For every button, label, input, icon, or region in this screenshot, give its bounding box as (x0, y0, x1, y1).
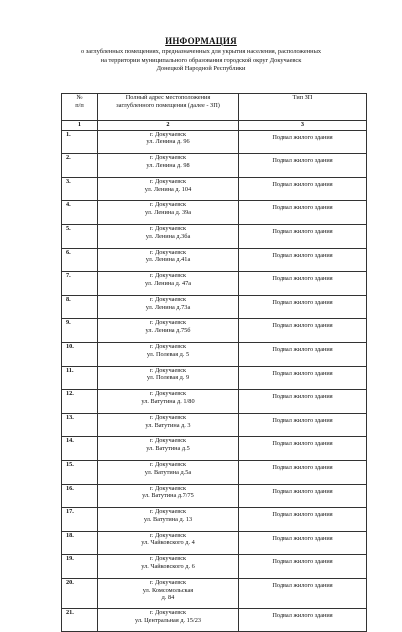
address-line: г. Докучаевск (149, 342, 187, 350)
address-line: ул. Комсомольская (142, 586, 194, 594)
row-address (98, 460, 239, 484)
address-line: г. Докучаевск (149, 460, 187, 468)
address-line: г. Докучаевск (149, 555, 187, 563)
address-line: ул. Ленина д. 104 (144, 185, 192, 193)
address-line: ул. Ленина д.75б (145, 327, 191, 335)
header-address-line: Полный адрес местоположения (125, 94, 211, 101)
address-line: г. Докучаевск (149, 224, 187, 232)
row-address (98, 531, 239, 555)
row-number: 16. (62, 484, 98, 508)
table-row (62, 531, 367, 555)
row-address (98, 413, 239, 437)
row-address (98, 608, 239, 632)
address-line: ул. Ленина д. 96 (146, 138, 190, 146)
row-address (98, 177, 239, 201)
table-row (62, 319, 367, 343)
header-num-line: п/п (75, 101, 84, 109)
table-row (62, 130, 367, 154)
row-number: 14. (62, 437, 98, 461)
address-line: ул. Ленина д.3ба (145, 232, 191, 240)
row-number: 13. (62, 413, 98, 437)
row-number: 11. (62, 366, 98, 390)
row-number: 6. (62, 248, 98, 272)
row-address (98, 224, 239, 248)
row-number: 1. (62, 130, 98, 154)
column-index-row (62, 121, 367, 131)
address-line: г. Докучаевск (149, 366, 187, 374)
row-type: Подвал жилого здания (239, 224, 367, 248)
table-row (62, 390, 367, 414)
address-line: г. Докучаевск (149, 248, 187, 256)
row-number: 10. (62, 342, 98, 366)
row-address (98, 437, 239, 461)
row-number: 21. (62, 608, 98, 632)
address-line: г. Докучаевск (149, 484, 187, 492)
row-type: Подвал жилого здания (239, 177, 367, 201)
address-line: г. Докучаевск (149, 437, 187, 445)
row-number: 2. (62, 154, 98, 178)
address-line: г. Докучаевск (149, 508, 187, 516)
row-address (98, 366, 239, 390)
address-line: ул. Полевая д. 9 (146, 374, 190, 382)
address-line: ул. Ленина д.41а (145, 256, 191, 264)
document-title: ИНФОРМАЦИЯ (165, 36, 237, 46)
row-type: Подвал жилого здания (239, 154, 367, 178)
row-address (98, 201, 239, 225)
row-type: Подвал жилого здания (239, 342, 367, 366)
row-number: 19. (62, 555, 98, 579)
row-number: 5. (62, 224, 98, 248)
address-line: ул. Ленина д. 47а (144, 279, 192, 287)
table-row (62, 342, 367, 366)
table-row (62, 460, 367, 484)
row-type: Подвал жилого здания (239, 578, 367, 608)
document-header (0, 36, 402, 74)
address-line: г. Докучаевск (149, 531, 187, 539)
header-address (98, 94, 239, 121)
row-number: 7. (62, 272, 98, 296)
row-address (98, 295, 239, 319)
address-line: ул. Ленина д. 39а (144, 209, 192, 217)
row-type: Подвал жилого здания (239, 484, 367, 508)
row-number: 8. (62, 295, 98, 319)
address-line: г. Докучаевск (149, 295, 187, 303)
row-address (98, 508, 239, 532)
row-address (98, 342, 239, 366)
header-type: Тип ЗП (239, 94, 367, 121)
address-line: ул. Ленина д. 98 (146, 161, 190, 169)
table-row (62, 177, 367, 201)
address-line: ул. Ватутина д.5 (146, 445, 190, 453)
table-row (62, 578, 367, 608)
row-number: 18. (62, 531, 98, 555)
table-row (62, 413, 367, 437)
table-row (62, 272, 367, 296)
address-line: ул. Ватутина д.5а (144, 468, 192, 476)
row-number: 17. (62, 508, 98, 532)
address-line: ул. Ватутина д. 13 (143, 515, 193, 523)
table-row (62, 366, 367, 390)
address-line: г. Докучаевск (149, 272, 187, 280)
address-line: г. Докучаевск (149, 390, 187, 398)
row-number: 20. (62, 578, 98, 608)
row-type: Подвал жилого здания (239, 460, 367, 484)
row-type: Подвал жилого здания (239, 248, 367, 272)
shelters-table (61, 93, 367, 632)
row-type: Подвал жилого здания (239, 295, 367, 319)
address-line: г. Докучаевск (149, 177, 187, 185)
address-line: ул. Ватутина д. 1/80 (141, 397, 195, 405)
table-row (62, 224, 367, 248)
row-address (98, 578, 239, 608)
address-line: г. Докучаевск (149, 413, 187, 421)
address-line: ул. Чайковского д. 4 (141, 539, 195, 547)
row-type: Подвал жилого здания (239, 555, 367, 579)
address-line: ул. Чайковского д. 6 (141, 563, 195, 571)
row-type: Подвал жилого здания (239, 437, 367, 461)
document-subtitle (0, 48, 402, 74)
column-index: 3 (239, 121, 367, 131)
row-address (98, 484, 239, 508)
subtitle-line: Донецкой Народной Республики (156, 65, 246, 73)
address-line: г. Докучаевск (149, 319, 187, 327)
row-type: Подвал жилого здания (239, 608, 367, 632)
address-line: г. Докучаевск (149, 154, 187, 162)
table-row (62, 154, 367, 178)
row-address (98, 390, 239, 414)
row-type: Подвал жилого здания (239, 508, 367, 532)
table-row (62, 295, 367, 319)
column-index: 1 (62, 121, 98, 131)
row-type: Подвал жилого здания (239, 531, 367, 555)
row-type: Подвал жилого здания (239, 319, 367, 343)
address-line: д. 84 (161, 594, 175, 602)
row-address (98, 555, 239, 579)
subtitle-line: на территории муниципального образования городской округ Докучаевск (100, 56, 302, 64)
row-number: 9. (62, 319, 98, 343)
row-number: 15. (62, 460, 98, 484)
row-address (98, 272, 239, 296)
table-row (62, 484, 367, 508)
row-address (98, 248, 239, 272)
header-address-line: заглубленного помещения (далее - ЗП) (116, 101, 220, 109)
address-line: ул. Центральная д. 15/23 (134, 616, 202, 624)
row-type: Подвал жилого здания (239, 272, 367, 296)
address-line: г. Докучаевск (149, 201, 187, 209)
row-type: Подвал жилого здания (239, 413, 367, 437)
row-number: 3. (62, 177, 98, 201)
column-index: 2 (98, 121, 239, 131)
header-num (62, 94, 98, 121)
table-row (62, 437, 367, 461)
address-line: г. Докучаевск (149, 578, 187, 586)
row-address (98, 130, 239, 154)
table-row (62, 555, 367, 579)
row-address (98, 319, 239, 343)
row-type: Подвал жилого здания (239, 390, 367, 414)
row-number: 12. (62, 390, 98, 414)
address-line: ул. Полевая д. 5 (146, 350, 190, 358)
row-type: Подвал жилого здания (239, 130, 367, 154)
table-row (62, 201, 367, 225)
table-row (62, 248, 367, 272)
row-type: Подвал жилого здания (239, 201, 367, 225)
address-line: ул. Ватутина д.7/75 (142, 492, 194, 500)
row-address (98, 154, 239, 178)
address-line: ул. Ленина д.73а (145, 303, 191, 311)
row-number: 4. (62, 201, 98, 225)
address-line: г. Докучаевск (149, 130, 187, 138)
table-row (62, 508, 367, 532)
row-type: Подвал жилого здания (239, 366, 367, 390)
subtitle-line: о заглубленных помещениях, предназначенных для укрытия населения, расположенных (80, 48, 322, 55)
address-line: ул. Ватутина д. 3 (145, 421, 191, 429)
table-header-row (62, 94, 367, 121)
table-row (62, 608, 367, 632)
address-line: г. Докучаевск (149, 608, 187, 616)
header-num-line: № (76, 94, 83, 101)
